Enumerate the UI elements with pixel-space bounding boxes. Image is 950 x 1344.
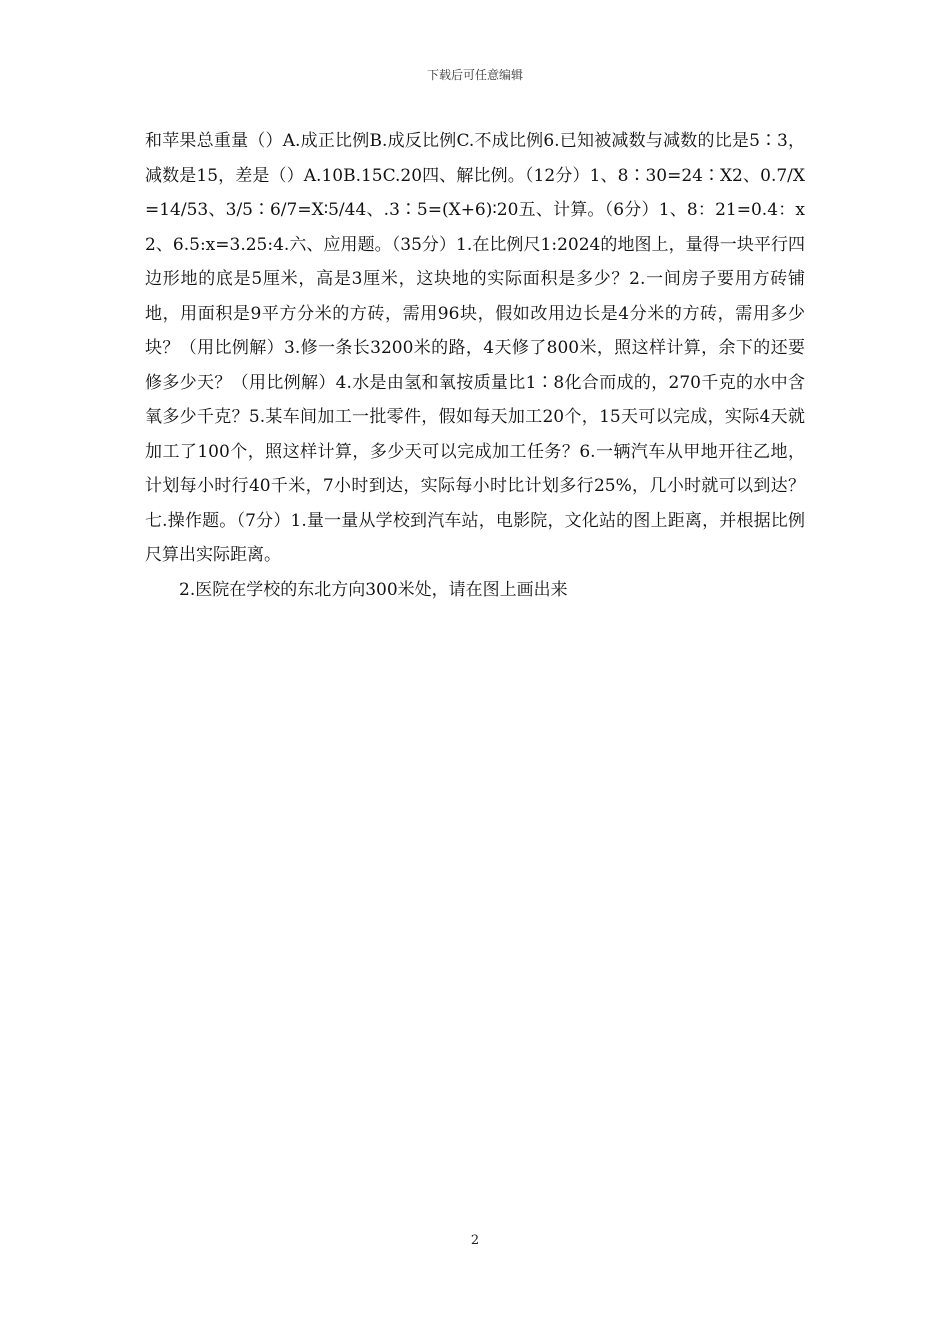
body-paragraph-2: 2.医院在学校的东北方向300米处，请在图上画出来: [179, 579, 568, 600]
document-body: [145, 124, 805, 607]
body-paragraph-1: 和苹果总重量（）A.成正比例B.成反比例C.不成比例6.已知被减数与减数的比是5∶3，减数是15，差是（）A.10B.15C.20四、解比例。（12分）1、8∶30=24∶X2、0.7/X=14/53、3/5∶6/7=X∶5/44、.3∶5=(X+6)∶20五、计算。（6分）1、8：21=0.4：x2、6.5:x=3.25:4.六、应用题。（35分）1.在比例尺1:2024的地图上，量得一块平行四边形地的底是5厘米，高是3厘米，这块地的实际面积是多少？2.一间房子要用方砖铺地，用面积是9平方分米的方砖，需用96块，假如改用边长是4分米的方砖，需用多少块？（用比例解）3.修一条长3200米的路，4天修了800米，照这样计算，余下的还要修多少天？（用比例解）4.水是由氢和氧按质量比1∶8化合而成的，270千克的水中含氧多少千克？5.某车间加工一批零件，假如每天加工20个，15天可以完成，实际4天就加工了100个，照这样计算，多少天可以完成加工任务？6.一辆汽车从甲地开往乙地，计划每小时行40千米，7小时到达，实际每小时比计划多行25%，几小时就可以到达？七.操作题。（7分）1.量一量从学校到汽车站，电影院，文化站的图上距离，并根据比例尺算出实际距离。: [145, 131, 805, 565]
page-header: 下载后可任意编辑: [426, 68, 523, 82]
page-number: 2: [470, 1233, 480, 1248]
